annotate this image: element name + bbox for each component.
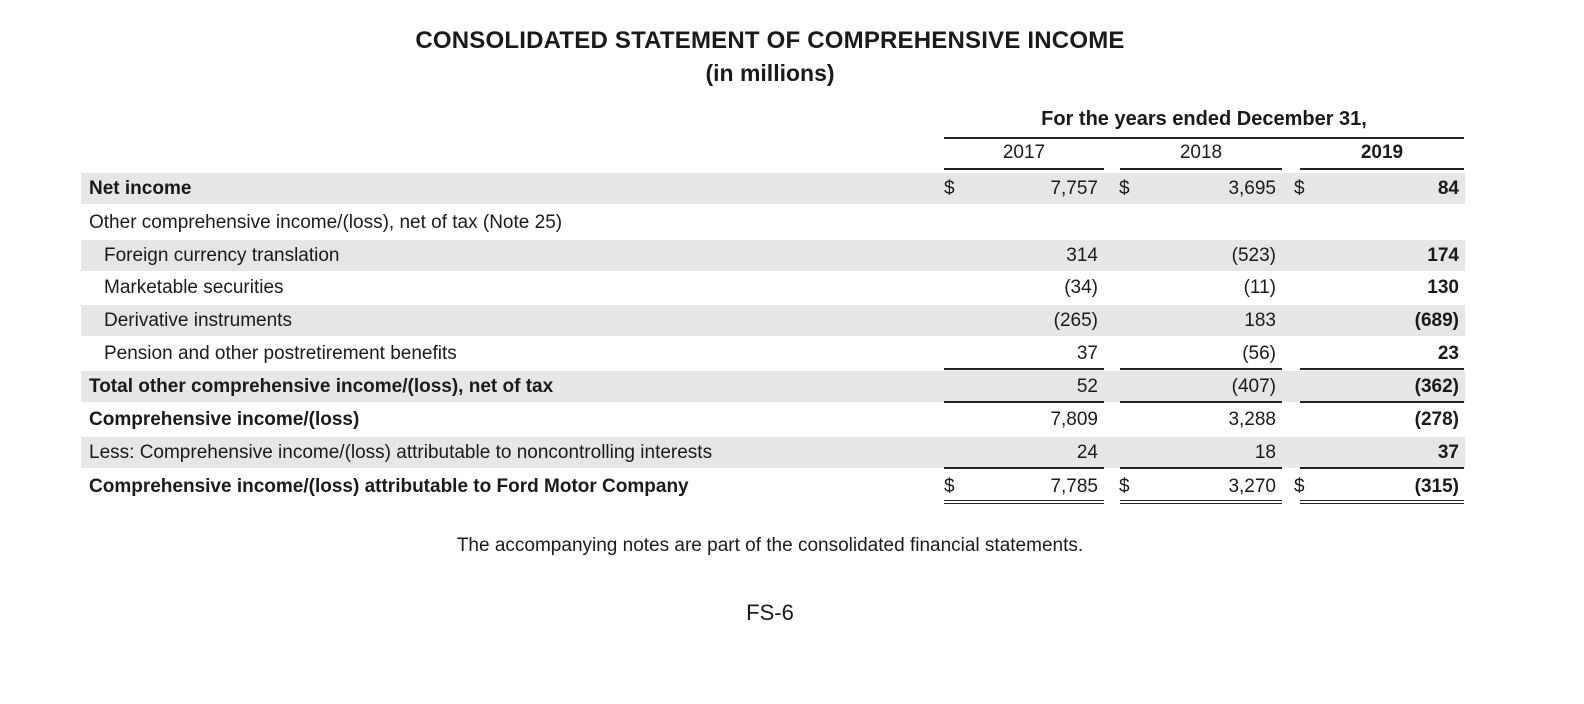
value-2018: 183 (1244, 310, 1276, 331)
currency-symbol: $ (1294, 476, 1305, 497)
row-label: Comprehensive income/(loss) attributable to Ford Motor Company (89, 476, 689, 497)
statement-subtitle: (in millions) (705, 60, 835, 86)
value-2019: 130 (1427, 277, 1459, 298)
value-2019: 174 (1427, 245, 1459, 266)
value-2017: (265) (1053, 310, 1098, 331)
table-row-attributable-to-ford (81, 471, 1465, 502)
total-underline-2017 (944, 401, 1104, 403)
value-2018: 3,270 (1228, 476, 1276, 497)
currency-symbol: $ (944, 178, 955, 199)
grand-total-double-underline-2018 (1120, 500, 1282, 504)
value-2018: 18 (1254, 442, 1276, 463)
table-row-pension-benefits (81, 338, 1465, 369)
row-label: Less: Comprehensive income/(loss) attributable to noncontrolling interests (89, 442, 713, 463)
subtotal-underline-2018 (1120, 368, 1282, 370)
grand-total-double-underline-2017 (944, 500, 1104, 504)
footnote: The accompanying notes are part of the consolidated financial statements. (456, 535, 1084, 556)
nci-underline-2017 (944, 467, 1104, 469)
currency-symbol: $ (1294, 178, 1305, 199)
row-label: Marketable securities (104, 277, 284, 298)
row-label: Foreign currency translation (104, 245, 340, 266)
nci-underline-2019 (1300, 467, 1464, 469)
period-rule (944, 137, 1464, 139)
value-2017: 7,785 (1050, 476, 1098, 497)
year-header-2019: 2019 (1360, 142, 1404, 163)
value-2017: 52 (1076, 376, 1098, 397)
currency-symbol: $ (1119, 178, 1130, 199)
value-2017: 24 (1076, 442, 1098, 463)
year-header-2017: 2017 (1002, 142, 1046, 163)
page-number: FS-6 (746, 600, 794, 625)
table-row-foreign-currency (81, 240, 1465, 271)
table-row-total-oci (81, 371, 1465, 402)
table-row-net-income (81, 173, 1465, 204)
table-row-oci-header (81, 207, 1465, 238)
grand-total-double-underline-2019 (1300, 500, 1464, 504)
year-rule-2019 (1300, 168, 1464, 170)
value-2019: (362) (1414, 376, 1459, 397)
year-rule-2018 (1120, 168, 1282, 170)
value-2018: (523) (1231, 245, 1276, 266)
value-2018: 3,288 (1228, 409, 1276, 430)
value-2019: 37 (1437, 442, 1459, 463)
row-label: Net income (89, 178, 192, 199)
table-row-comprehensive-income (81, 404, 1465, 435)
table-row-marketable-securities (81, 272, 1465, 303)
value-2019: 23 (1437, 343, 1459, 364)
subtotal-underline-2019 (1300, 368, 1464, 370)
table-row-noncontrolling-interests (81, 437, 1465, 468)
row-label: Total other comprehensive income/(loss), net of tax (89, 376, 554, 397)
year-header-2018: 2018 (1179, 142, 1223, 163)
table-row-derivative-instruments (81, 305, 1465, 336)
row-label: Derivative instruments (104, 310, 292, 331)
value-2018: 3,695 (1228, 178, 1276, 199)
value-2019: (315) (1414, 476, 1459, 497)
row-label: Comprehensive income/(loss) (89, 409, 360, 430)
value-2017: 7,757 (1050, 178, 1098, 199)
currency-symbol: $ (1119, 476, 1130, 497)
value-2019: 84 (1437, 178, 1459, 199)
value-2019: (689) (1414, 310, 1459, 331)
total-underline-2018 (1120, 401, 1282, 403)
subtotal-underline-2017 (944, 368, 1104, 370)
row-label: Other comprehensive income/(loss), net of tax (Note 25) (89, 212, 563, 233)
value-2018: (56) (1242, 343, 1276, 364)
row-label: Pension and other postretirement benefits (104, 343, 457, 364)
value-2019: (278) (1414, 409, 1459, 430)
nci-underline-2018 (1120, 467, 1282, 469)
year-rule-2017 (944, 168, 1104, 170)
total-underline-2019 (1300, 401, 1464, 403)
value-2017: 7,809 (1050, 409, 1098, 430)
period-header: For the years ended December 31, (1041, 108, 1367, 130)
value-2017: 37 (1076, 343, 1098, 364)
value-2017: 314 (1066, 245, 1098, 266)
statement-title: CONSOLIDATED STATEMENT OF COMPREHENSIVE INCOME (415, 27, 1125, 54)
value-2017: (34) (1064, 277, 1098, 298)
value-2018: (11) (1243, 277, 1276, 298)
value-2018: (407) (1231, 376, 1276, 397)
currency-symbol: $ (944, 476, 955, 497)
